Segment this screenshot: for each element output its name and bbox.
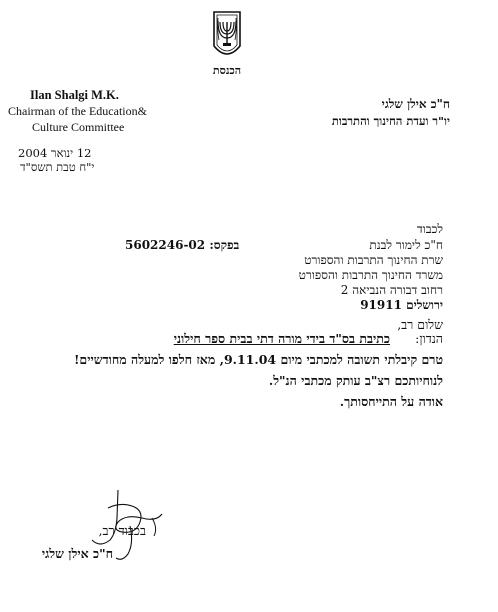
recipient-city: ירושלים 91911 — [360, 298, 443, 312]
signer-name: ח"כ אילן שלגי — [41, 546, 113, 561]
sender-title-english-line2: Culture Committee — [32, 120, 125, 134]
institution-name: הכנסת — [212, 64, 242, 77]
greeting: שלום רב, — [397, 317, 443, 332]
menorah-emblem-icon — [212, 10, 242, 64]
subject-label: הנדון: — [415, 331, 443, 346]
body-line-3: אודה על התייחסותך. — [339, 394, 443, 409]
body-line-1: טרם קיבלתי תשובה למכתבי מיום 9.11.04, מאז חלפו למעלה מחודשיים! — [73, 352, 443, 367]
fax-number: בפקס: 5602246-02 — [125, 238, 240, 252]
sender-title-hebrew: יו"ר ועדת החינוך והתרבות — [331, 114, 450, 128]
sender-name-english: Ilan Shalgi M.K. — [30, 88, 119, 102]
sender-name-hebrew: ח"כ אילן שלגי — [381, 97, 450, 111]
recipient-office: משרד החינוך התרבות והספורט — [298, 268, 443, 282]
date-hebrew: י"ח טבת תשס"ד — [20, 160, 95, 174]
recipient-name: ח"כ לימור לבנת — [369, 238, 443, 252]
recipient-role: שרת החינוך התרבות והספורט — [304, 253, 443, 267]
date-gregorian: 12 ינואר 2004 — [18, 146, 92, 160]
subject-line: כתיבת בס"ד בידי מורה דתי בבית ספר חילוני — [173, 331, 390, 346]
closing: בכבוד רב, — [98, 523, 146, 538]
body-line-2: לנוחיותכם רצ"ב עותק מכתבי הנ"ל. — [268, 373, 443, 388]
sender-title-english-line1: Chairman of the Education& — [8, 104, 147, 118]
recipient-salutation: לכבוד — [416, 222, 443, 236]
recipient-street: רחוב דבורה הנביאה 2 — [340, 283, 443, 297]
